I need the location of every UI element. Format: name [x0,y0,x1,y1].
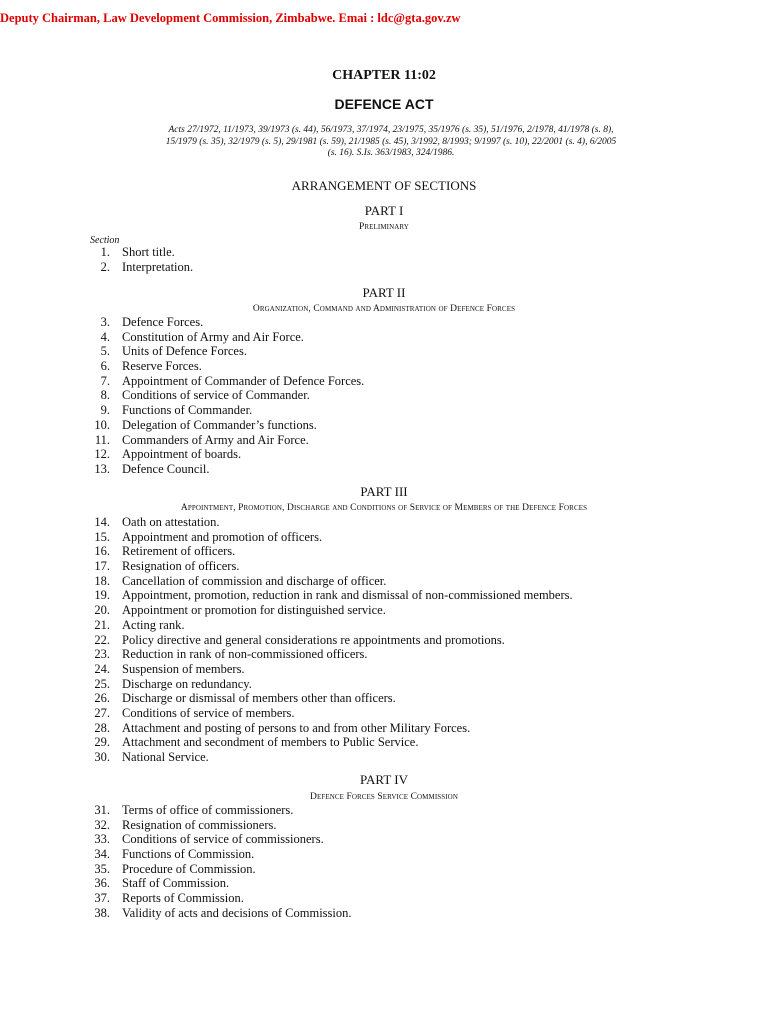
section-title: Delegation of Commander’s functions. [122,417,317,432]
list-item [80,559,573,574]
section-number: 1. [100,245,110,259]
list-item [80,603,573,618]
section-title: Appointment of Commander of Defence Forces. [122,373,365,388]
section-number: 29. [94,735,110,750]
section-title: Short title. [122,245,175,259]
part-2-subtitle: Organization, Command and Administration of Defence Forces [252,304,516,314]
section-title: Resignation of commissioners. [122,817,277,832]
list-item [80,374,364,389]
section-title: Reduction in rank of non-commissioned officers. [122,647,368,662]
section-title: Appointment, promotion, reduction in rank and dismissal of non-commissioned members. [122,588,573,603]
list-item [80,906,352,921]
section-number: 15. [94,529,110,544]
list-item [80,447,364,462]
section-title: Interpretation. [122,259,194,274]
header-banner: Deputy Chairman, Law Development Commission, Zimbabwe. Emai : ldc@gta.gov.zw [0,11,461,25]
section-title: Attachment and secondment of members to Public Service. [122,735,419,750]
list-item [80,706,573,721]
section-number: 13. [94,461,110,476]
section-title: Suspension of members. [122,661,245,676]
list-item [80,691,573,706]
section-number: 20. [94,603,110,618]
list-item [80,403,364,418]
section-title: Acting rank. [122,617,185,632]
section-title: Terms of office of commissioners. [122,803,294,817]
section-number: 38. [94,905,110,920]
list-item [80,803,352,818]
section-number: 32. [94,817,110,832]
section-number: 25. [94,676,110,691]
section-title: Appointment or promotion for distinguished service. [122,603,386,618]
section-title: Retirement of officers. [122,544,236,559]
list-item [80,315,364,330]
section-number: 34. [94,847,110,862]
list-item [80,647,573,662]
list-item [80,574,573,589]
list-item [80,530,573,545]
list-item [80,588,573,603]
section-number: 35. [94,861,110,876]
part-2-title: PART II [362,285,406,300]
section-title: Oath on attestation. [122,515,220,529]
list-item [80,721,573,736]
part-3-list [80,515,573,765]
section-title: Functions of Commission. [122,847,255,862]
list-item [80,891,352,906]
section-number: 22. [94,632,110,647]
section-title: Defence Council. [122,461,210,476]
section-number: 28. [94,720,110,735]
section-title: Conditions of service of Commander. [122,388,310,403]
section-number: 8. [100,388,110,403]
section-title: Constitution of Army and Air Force. [122,329,304,344]
list-item [80,388,364,403]
section-number: 33. [94,832,110,847]
section-number: 24. [94,661,110,676]
section-number: 16. [94,544,110,559]
section-number: 7. [100,373,110,388]
section-number: 12. [94,447,110,462]
section-title: Reports of Commission. [122,891,244,906]
amendments-list: Acts 27/1972, 11/1973, 39/1973 (s. 44), 56/1973, 37/1974, 23/1975, 35/1976 (s. 35), 51/1976, 2/1978, 41/1978 (s. 8), 15/1979 (s. 35), 32/1979 (s. 5), 29/1981 (s. 59), 21/1985 (s. 45), 3/1992, 8/1993; 9/1997 (s. 10), 22/2001 (s. 4), 6/2005 (s. 16). S.Is. 363/1983, 324/1986. [165,125,617,158]
part-4-list [80,803,352,921]
list-item [80,462,364,477]
part-2-list [80,315,364,477]
list-item [80,359,364,374]
part-4-title: PART IV [360,772,408,787]
section-title: Discharge or dismissal of members other than officers. [122,691,396,706]
section-number: 23. [94,647,110,662]
section-number: 17. [94,559,110,574]
section-title: Reserve Forces. [122,359,202,374]
section-number: 3. [100,315,110,329]
part-3-subtitle: Appointment, Promotion, Discharge and Conditions of Service of Members of the Defence Forces [180,503,588,513]
list-item [80,245,193,260]
section-title: Validity of acts and decisions of Commission. [122,905,352,920]
list-item [80,544,573,559]
section-title: Procedure of Commission. [122,861,256,876]
list-item [80,876,352,891]
list-item [80,260,193,275]
part-4-subtitle: Defence Forces Service Commission [310,792,458,802]
section-title: Attachment and posting of persons to and from other Military Forces. [122,720,471,735]
section-number: 14. [94,515,110,529]
section-title: Functions of Commander. [122,403,253,418]
section-number: 19. [94,588,110,603]
section-title: Units of Defence Forces. [122,344,247,359]
section-number: 9. [100,403,110,418]
chapter-number: CHAPTER 11:02 [332,68,436,83]
section-number: 31. [94,803,110,817]
section-title: Policy directive and general considerations re appointments and promotions. [122,632,505,647]
section-number: 26. [94,691,110,706]
list-item [80,847,352,862]
section-number: 11. [94,432,110,447]
section-number: 36. [94,876,110,891]
arrangement-heading: ARRANGEMENT OF SECTIONS [291,178,477,193]
section-title: Commanders of Army and Air Force. [122,432,309,447]
section-number: 18. [94,573,110,588]
section-number: 10. [94,417,110,432]
section-title: Cancellation of commission and discharge of officer. [122,573,387,588]
section-title: Appointment of boards. [122,447,242,462]
section-number: 2. [100,259,110,274]
section-title: National Service. [122,750,209,764]
part-3-title: PART III [360,484,408,499]
act-title: DEFENCE ACT [334,96,434,112]
list-item [80,330,364,345]
section-number: 5. [100,344,110,359]
list-item [80,818,352,833]
section-number: 30. [94,750,110,764]
section-title: Conditions of service of commissioners. [122,832,324,847]
list-item [80,832,352,847]
section-label: Section [90,235,120,246]
section-title: Appointment and promotion of officers. [122,529,323,544]
list-item [80,862,352,877]
list-item [80,515,573,530]
section-number: 37. [94,891,110,906]
list-item [80,662,573,677]
section-number: 4. [100,329,110,344]
list-item [80,677,573,692]
list-item [80,418,364,433]
section-title: Staff of Commission. [122,876,230,891]
list-item [80,618,573,633]
list-item [80,344,364,359]
section-title: Defence Forces. [122,315,204,329]
section-number: 6. [100,359,110,374]
part-1-title: PART I [364,203,404,218]
list-item [80,633,573,648]
list-item [80,735,573,750]
section-title: Conditions of service of members. [122,705,295,720]
part-1-list [80,245,193,274]
part-1-subtitle: Preliminary [359,222,409,232]
section-title: Discharge on redundancy. [122,676,252,691]
section-title: Resignation of officers. [122,559,240,574]
list-item [80,433,364,448]
list-item [80,750,573,765]
section-number: 21. [94,617,110,632]
section-number: 27. [94,705,110,720]
